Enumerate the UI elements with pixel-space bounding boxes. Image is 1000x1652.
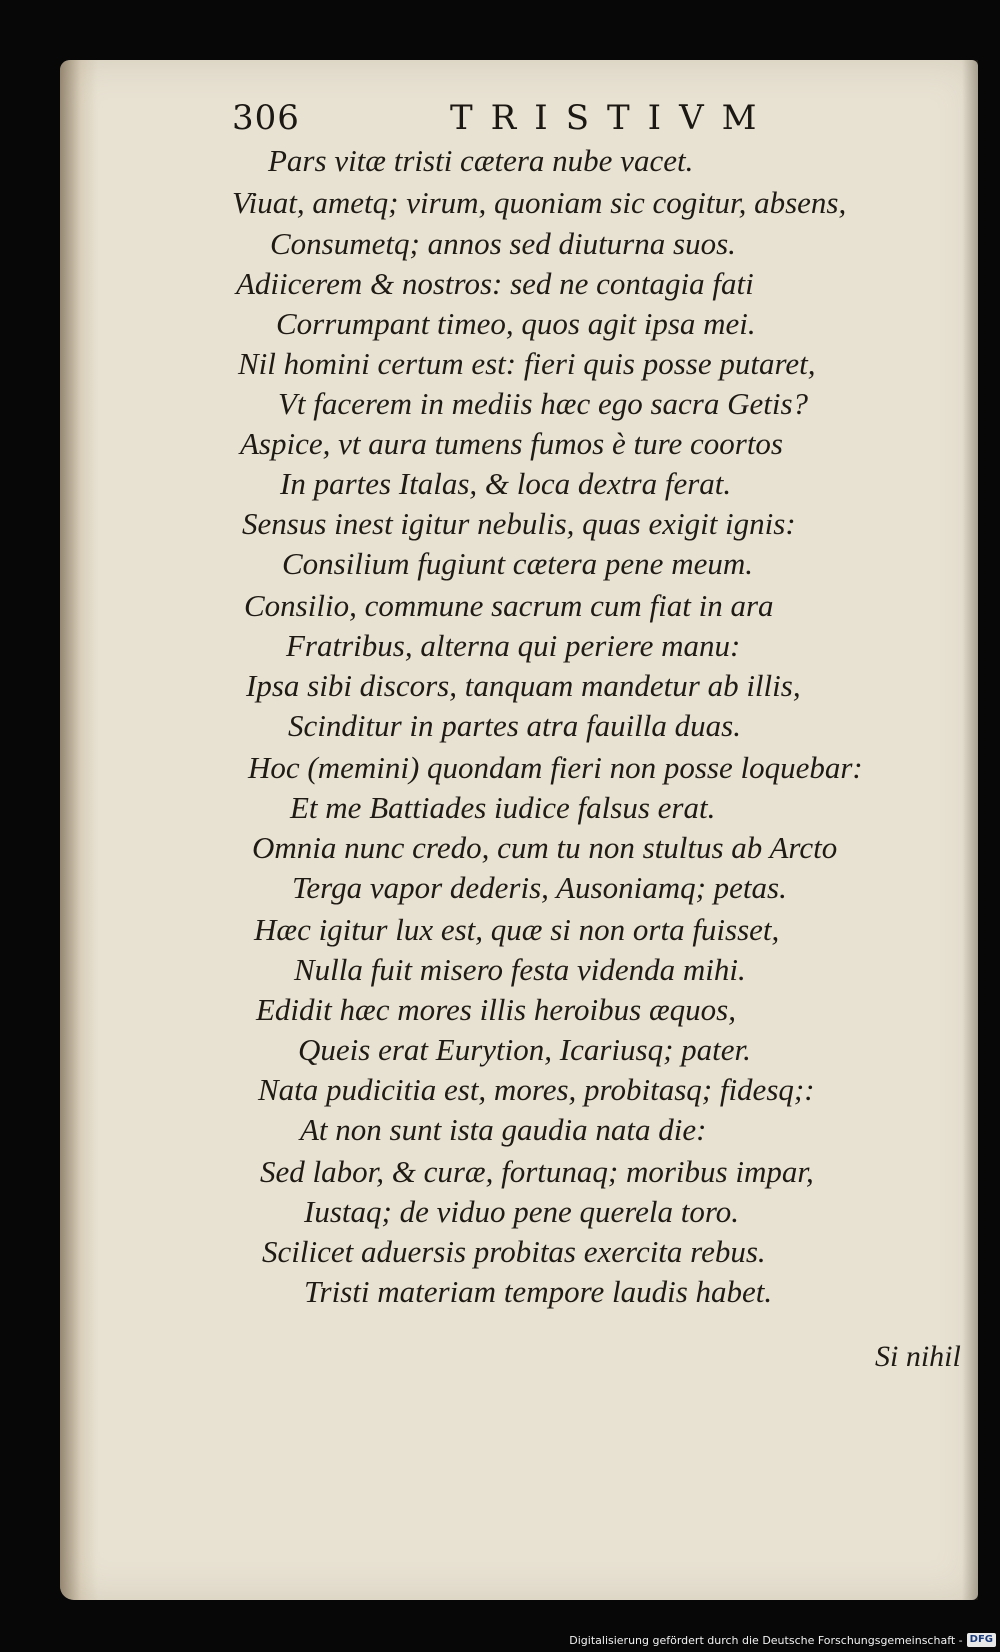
credit-text: Digitalisierung gefördert durch die Deutsche Forschungsgemeinschaft - — [569, 1633, 963, 1647]
verse-line: Vt facerem in mediis hæc ego sacra Getis? — [278, 386, 809, 421]
verse-line: Omnia nunc credo, cum tu non stultus ab Arcto — [252, 830, 838, 865]
verse-line: Adiicerem & nostros: sed ne contagia fati — [236, 266, 754, 301]
verse-line: Aspice, vt aura tumens fumos è ture coortos — [240, 426, 783, 461]
verse-line: Scinditur in partes atra fauilla duas. — [288, 708, 741, 743]
verse-line: Hæc igitur lux est, quæ si non orta fuisset, — [254, 912, 780, 947]
verse-line: Pars vitæ tristi cætera nube vacet. — [268, 143, 694, 178]
verse-line: Nil homini certum est: fieri quis posse putaret, — [238, 346, 816, 381]
page-gutter-shadow — [60, 60, 98, 1600]
verse-line: Edidit hæc mores illis heroibus æquos, — [256, 992, 736, 1027]
verse-line: Nata pudicitia est, mores, probitasq; fidesq;: — [258, 1072, 815, 1107]
running-title: TRISTIVM — [450, 98, 775, 138]
verse-line: Scilicet aduersis probitas exercita rebus. — [262, 1234, 766, 1269]
verse-line: Sensus inest igitur nebulis, quas exigit ignis: — [242, 506, 796, 541]
verse-line: At non sunt ista gaudia nata die: — [300, 1112, 707, 1147]
verse-line: Consumetq; annos sed diuturna suos. — [270, 226, 736, 261]
verse-line: Ipsa sibi discors, tanquam mandetur ab illis, — [246, 668, 801, 703]
verse-line: Consilium fugiunt cætera pene meum. — [282, 546, 753, 581]
verse-line: Corrumpant timeo, quos agit ipsa mei. — [276, 306, 756, 341]
verse-line: Hoc (memini) quondam fieri non posse loquebar: — [248, 750, 863, 785]
page-edge-shadow — [962, 60, 978, 1600]
verse-line: Sed labor, & curæ, fortunaq; moribus impar, — [260, 1154, 814, 1189]
verse-line: Viuat, ametq; virum, quoniam sic cogitur, absens, — [232, 185, 847, 220]
verse-line: Queis erat Eurytion, Icariusq; pater. — [298, 1032, 751, 1067]
verse-line: Consilio, commune sacrum cum fiat in ara — [244, 588, 774, 623]
catchword: Si nihil — [875, 1340, 961, 1373]
verse-line: Nulla fuit misero festa videnda mihi. — [294, 952, 746, 987]
verse-line: Iustaq; de viduo pene querela toro. — [304, 1194, 740, 1229]
verse-line: Tristi materiam tempore laudis habet. — [304, 1274, 773, 1309]
dfg-logo: DFG — [967, 1633, 996, 1647]
page-header — [232, 98, 792, 148]
verse-line: Fratribus, alterna qui periere manu: — [286, 628, 741, 663]
page-number: 306 — [232, 98, 300, 138]
verse-line: Et me Battiades iudice falsus erat. — [290, 790, 716, 825]
digitization-credit — [569, 1632, 996, 1648]
verse-line: In partes Italas, & loca dextra ferat. — [280, 466, 732, 501]
verse-line: Terga vapor dederis, Ausoniamq; petas. — [292, 870, 787, 905]
